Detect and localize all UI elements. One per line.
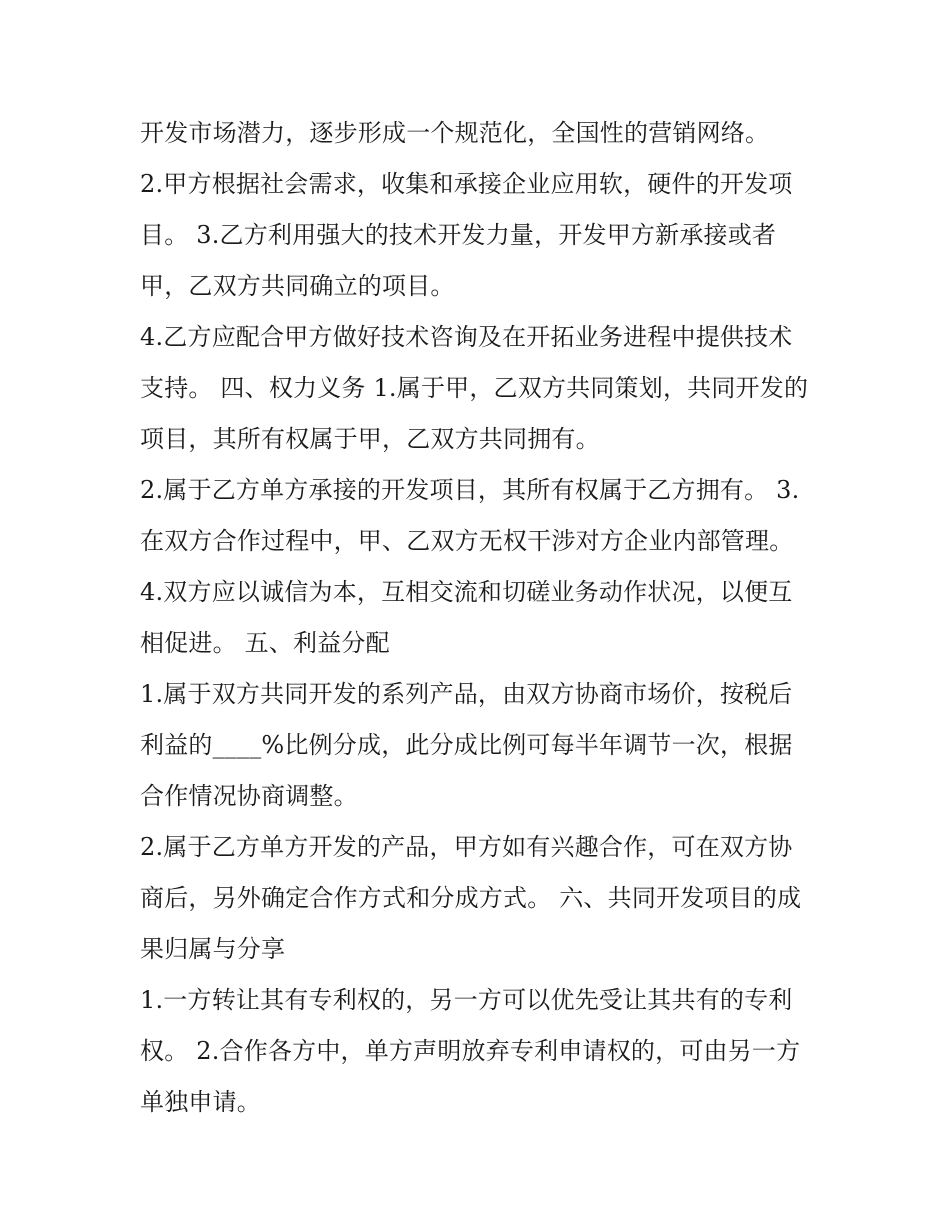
paragraph-technical-support-rights: 4.乙方应配合甲方做好技术咨询及在开拓业务进程中提供技术支持。 四、权力义务 1.属于甲，乙双方共同策划，共同开发的项目，其所有权属于甲，乙双方共同拥有。 xyxy=(140,323,809,453)
paragraph-profit-ratio: 1.属于双方共同开发的系列产品，由双方协商市场价，按税后利益的____%比例分成，此分成比例可每半年调节一次，根据合作情况协商调整。 xyxy=(140,680,793,810)
paragraph-single-development: 2.属于乙方单方开发的产品，甲方如有兴趣合作，可在双方协商后，另外确定合作方式和分成方式。 六、共同开发项目的成果归属与分享 xyxy=(140,833,802,963)
paragraph-market-network: 开发市场潜力，逐步形成一个规范化，全国性的营销网络。 xyxy=(140,119,770,147)
paragraph-project-collection: 2.甲方根据社会需求，收集和承接企业应用软，硬件的开发项目。 3.乙方利用强大的技术开发力量，开发甲方新承接或者甲，乙双方共同确立的项目。 xyxy=(140,170,793,300)
document-page xyxy=(140,108,812,1128)
paragraph-patent-rights: 1.一方转让其有专利权的，另一方可以优先受让其共有的专利权。 2.合作各方中，单方声明放弃专利申请权的，可由另一方单独申请。 xyxy=(140,986,801,1116)
paragraph-cooperation-profit-heading: 4.双方应以诚信为本，互相交流和切磋业务动作状况，以便互相促进。 五、利益分配 xyxy=(140,578,793,657)
paragraph-ownership-management: 2.属于乙方单方承接的开发项目，其所有权属于乙方拥有。 3.在双方合作过程中，甲、乙双方无权干涉对方企业内部管理。 xyxy=(140,476,800,555)
